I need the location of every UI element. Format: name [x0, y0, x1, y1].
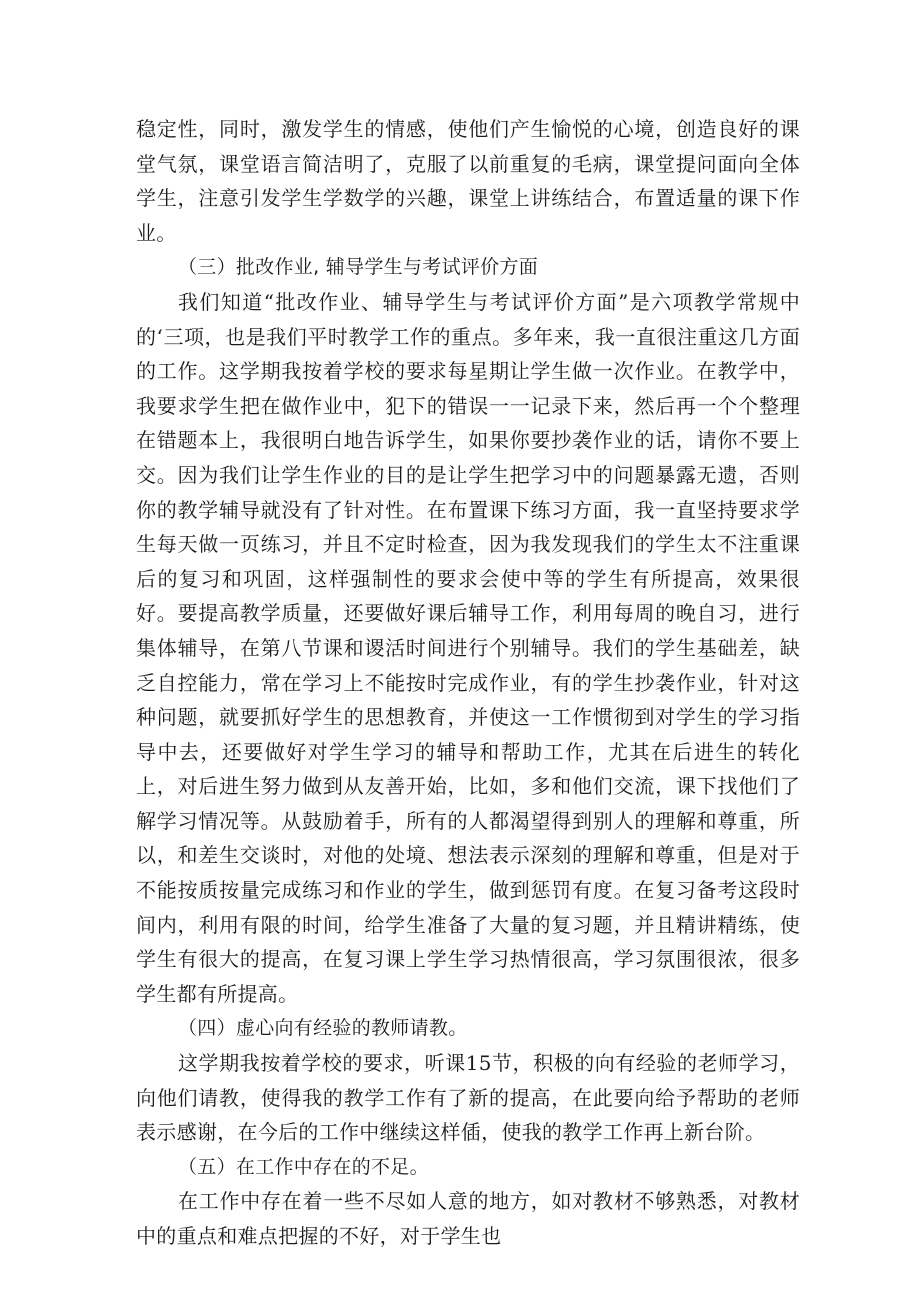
- section-heading-5: （五）在工作中存在的不足。: [178, 1155, 429, 1178]
- section-heading-4: （四）虚心向有经验的教师请教。: [178, 1017, 468, 1040]
- paragraph-learn-from-teachers: 这学期我按着学校的要求，听课15节，积极的向有经验的老师学习，向他们请教，使得我的教学工作有了新的提高，在此要向给予帮助的老师表示感谢，在今后的工作中继续这样偛，使我的教学工作再上新台阶。: [136, 1051, 800, 1145]
- paragraph-shortcomings: 在工作中存在着一些不尽如人意的地方，如对教材不够熟悉，对教材中的重点和难点把握的不好，对于学生也: [136, 1189, 800, 1248]
- paragraph-homework-guidance: 我们知道“批改作业、辅导学生与考试评价方面”是六项教学常规中的‘三项，也是我们平时教学工作的重点。多年来，我一直很注重这几方面的工作。这学期我按着学校的要求每星期让学生做一次作业。在教学中，我要求学生把在做作业中，犯下的错误一一记录下来，然后再一个个整理在错题本上，我很明白地告诉学生，如果你要抄袭作业的话，请你不要上交。因为我们让学生作业的目的是让学生把学习中的问题暴露无遗，否则你的教学辅导就没有了针对性。在布置课下练习方面，我一直坚持要求学生每天做一页练习，并且不定时检查，因为我发现我们的学生太不注重课后的复习和巩固，这样强制性的要求会使中等的学生有所提高，效果很好。要提高教学质量，还要做好课后辅导工作，利用每周的晚自习，进行集体辅导，在第八节课和谡活时间进行个别辅导。我们的学生基础差，缺乏自控能力，常在学习上不能按时完成作业，有的学生抄袭作业，针对这种问题，就要抓好学生的思想教育，并使这一工作惯彻到对学生的学习指导中去，还要做好对学生学习的辅导和帮助工作，尤其在后进生的转化上，对后进生努力做到从友善开始，比如，多和他们交流，课下找他们了解学习情况等。从鼓励着手，所有的人都渴望得到别人的理解和尊重，所以，和差生交谈时，对他的处境、想法表示深刻的理解和尊重，但是对于不能按质按量完成练习和作业的学生，做到惩罚有度。在复习备考这段时间内，利用有限的时间，给学生准备了大量的复习题，并且精讲精练，使学生有很大的提高，在复习课上学生学习热情很高，学习氛围很浓，很多学生都有所提高。: [136, 289, 800, 1006]
- paragraph-continued: 稳定性，同时，激发学生的情感，使他们产生愉悦的心境，创造良好的课堂气氛，课堂语言简洁明了，克服了以前重复的毛病，课堂提问面向全体学生，注意引发学生学数学的兴趣，课堂上讲练结合，布置适量的课下作业。: [136, 117, 800, 245]
- document-body: [136, 112, 800, 1254]
- section-heading-3: （三）批改作业, 辅导学生与考试评价方面: [178, 256, 539, 279]
